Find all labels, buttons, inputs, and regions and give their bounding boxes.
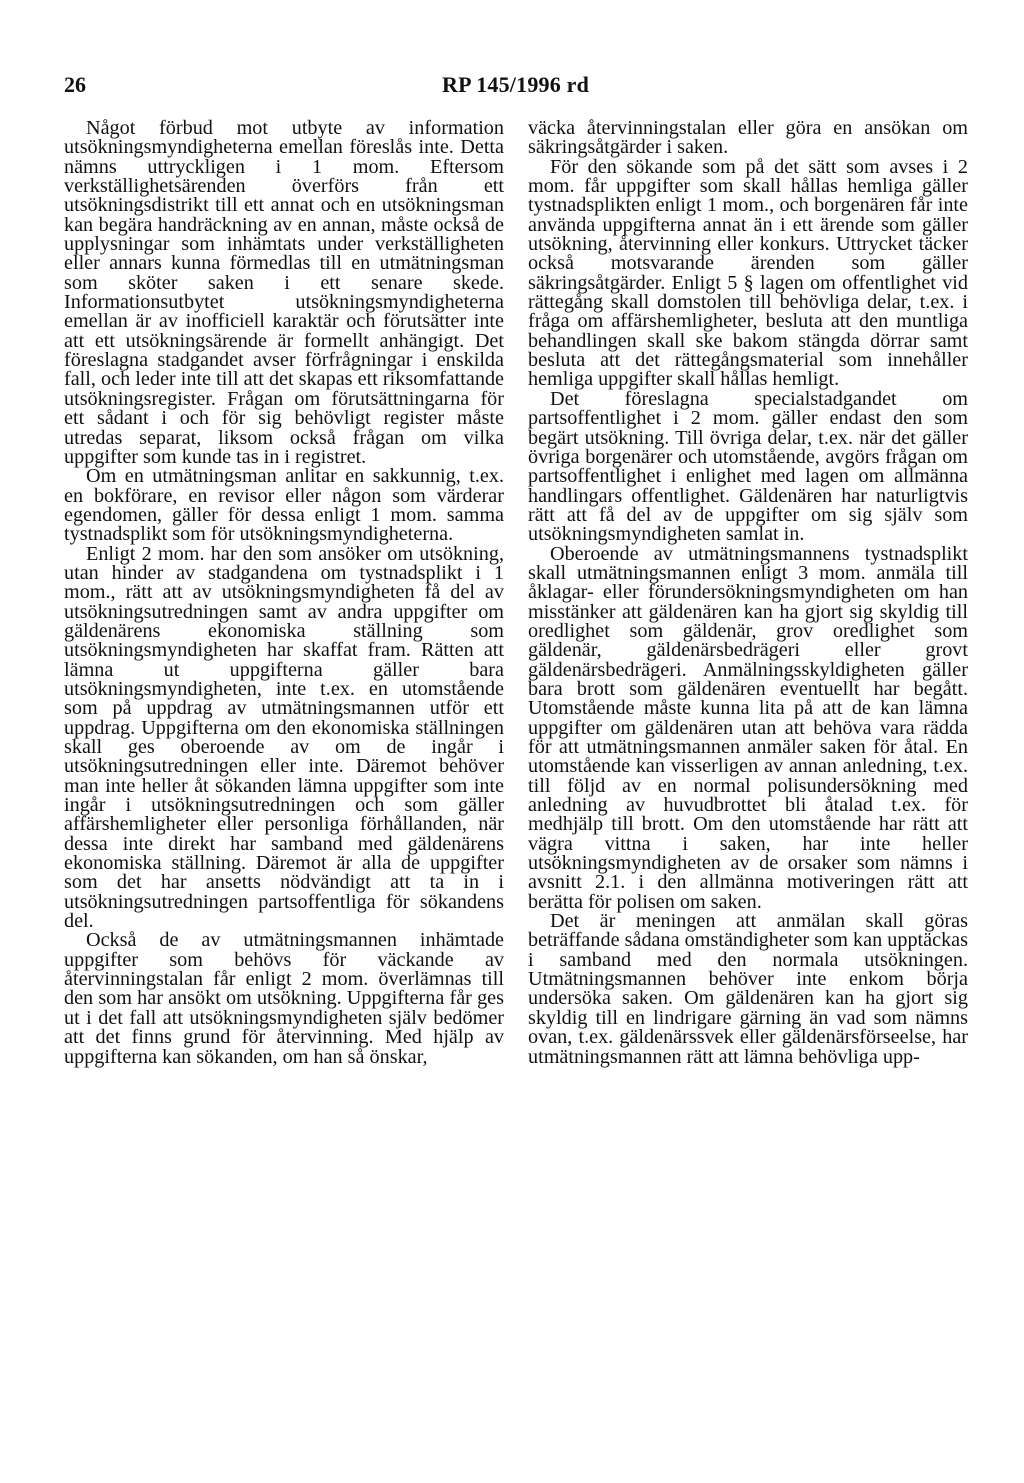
page-number: 26 xyxy=(64,72,86,97)
paragraph: Det är meningen att anmälan skall göras beträffande sådana omständigheter som kan upptäckas i samband med den normala utsökningen. Utmätningsmannen behöver inte enkom börja undersöka saken. Om gäldenären kan ha gjort sig skyldig till en lindrigare gärning än vad som nämns ovan, t.ex. gäldenärssvek eller gäldenärsförseelse, har utmätningsmannen rätt att lämna behövliga upp- xyxy=(528,910,968,1068)
document-id: RP 145/1996 rd xyxy=(442,72,590,97)
paragraph: Enligt 2 mom. har den som ansöker om utsökning, utan hinder av stadgandena om tystnadsplikt i 1 mom., rätt att av utsökningsmyndigheten få del av utsökningsutredningen samt av andra uppgifter om gäldenärens ekonomiska ställning som utsökningsmyndigheten har skaffat fram. Rätten att lämna ut uppgifterna gäller bara utsökningsmyndigheten, inte t.ex. en utomstående som på uppdrag av utmätningsmannen utför ett uppdrag. Uppgifterna om den ekonomiska ställningen skall ges oberoende av om de ingår i utsökningsutredningen eller inte. Däremot behöver man inte heller åt sökanden lämna uppgifter som inte ingår i utsökningsutredningen och som gäller affärshemligheter eller personliga förhållanden, när dessa inte direkt har samband med gäldenärens ekonomiska ställning. Däremot är alla de uppgifter som det har ansetts nödvändigt att ta in i utsökningsutredningen partsoffentliga för sökandens del. xyxy=(64,542,504,933)
paragraph: Oberoende av utmätningsmannens tystnadsplikt skall utmätningsmannen enligt 3 mom. anmäla till åklagar- eller förundersökningsmyndigheten om han misstänker att gäldenären kan ha gjort sig skyldig till oredlighet som gäldenär, grov oredlighet som gäldenär, gäldenärsbedrägeri eller grovt gäldenärsbedrägeri. Anmälningsskyldigheten gäller bara brott som gäldenären eventuellt har begått. Utomstående måste kunna lita på att de kan lämna uppgifter om gäldenären utan att behöva vara rädda för att utmätningsmannen anmäler saken för åtal. En utomstående kan visserligen av annan anledning, t.ex. till följd av en normal polisundersökning med anledning av huvudbrottet bli åtalad t.ex. för medhjälp till brott. Om den utomstående har rätt att vägra vittna i saken, har inte heller utsökningsmyndigheten av de orsaker som nämns i avsnitt 2.1. i den allmänna motiveringen rätt att berätta för polisen om saken. xyxy=(528,542,968,913)
paragraph: Det föreslagna specialstadgandet om partsoffentlighet i 2 mom. gäller endast den som begärt utsökning. Till övriga delar, t.ex. när det gäller övriga borgenärer och utomstående, avgörs frågan om partsoffentlighet i enlighet med lagen om allmänna handlingars offentlighet. Gäldenären har naturligtvis rätt att få del av de uppgifter om sig själv som utsökningsmyndigheten samlat in. xyxy=(528,387,968,546)
paragraph: För den sökande som på det sätt som avses i 2 mom. får uppgifter som skall hållas hemliga gäller tystnadsplikten enligt 1 mom., och borgenären får inte använda uppgifterna annat än i ett ärende som gäller utsökning, återvinning eller konkurs. Uttrycket täcker också motsvarande ärenden som gäller säkringsåtgärder. Enligt 5 § lagen om offentlighet vid rättegång skall domstolen till behövliga delar, t.ex. i fråga om affärshemligheter, besluta att den muntliga behandlingen skall ske bakom stängda dörrar samt besluta att det rättegångsmaterial som innehåller hemliga uppgifter skall hållas hemligt. xyxy=(528,155,968,391)
paragraph: Om en utmätningsman anlitar en sakkunnig, t.ex. en bokförare, en revisor eller någon som värderar egendomen, gäller för dessa enligt 1 mom. samma tystnadsplikt som för utsökningsmyndigheterna. xyxy=(64,465,504,546)
paragraph: Också de av utmätningsmannen inhämtade uppgifter som behövs för väckande av återvinningstalan får enligt 2 mom. överlämnas till den som har ansökt om utsökning. Uppgifterna får ges ut i det fall att utsökningsmyndigheten själv bedömer att det finns grund för återvinning. Med hjälp av uppgifterna kan sökanden, om han så önskar, xyxy=(64,929,504,1068)
left-column xyxy=(64,119,504,1067)
paragraph: Något förbud mot utbyte av information utsökningsmyndigheterna emellan föreslås inte. Detta nämns uttryckligen i 1 mom. Eftersom verkställighetsärenden överförs från ett utsökningsdistrikt till ett annat och en utsökningsman kan begära handräckning av en annan, måste också de upplysningar som inhämtats under verkställigheten eller annars kunna förmedlas till en utmätningsman som sköter saken i ett senare skede. Informationsutbytet utsökningsmyndigheterna emellan är av inofficiell karaktär och förutsätter inte att ett utsökningsärende är formellt anhängigt. Det föreslagna stadgandet avser förfrågningar i enskilda fall, och leder inte till att det skapas ett riksomfattande utsökningsregister. Frågan om förutsättningarna för ett sådant i och för sig behövligt register måste utredas separat, liksom också frågan om vilka uppgifter som kunde tas in i registret. xyxy=(64,117,504,468)
right-column xyxy=(528,119,968,1067)
paragraph-continuation: väcka återvinningstalan eller göra en ansökan om säkringsåtgärder i saken. xyxy=(528,117,968,159)
